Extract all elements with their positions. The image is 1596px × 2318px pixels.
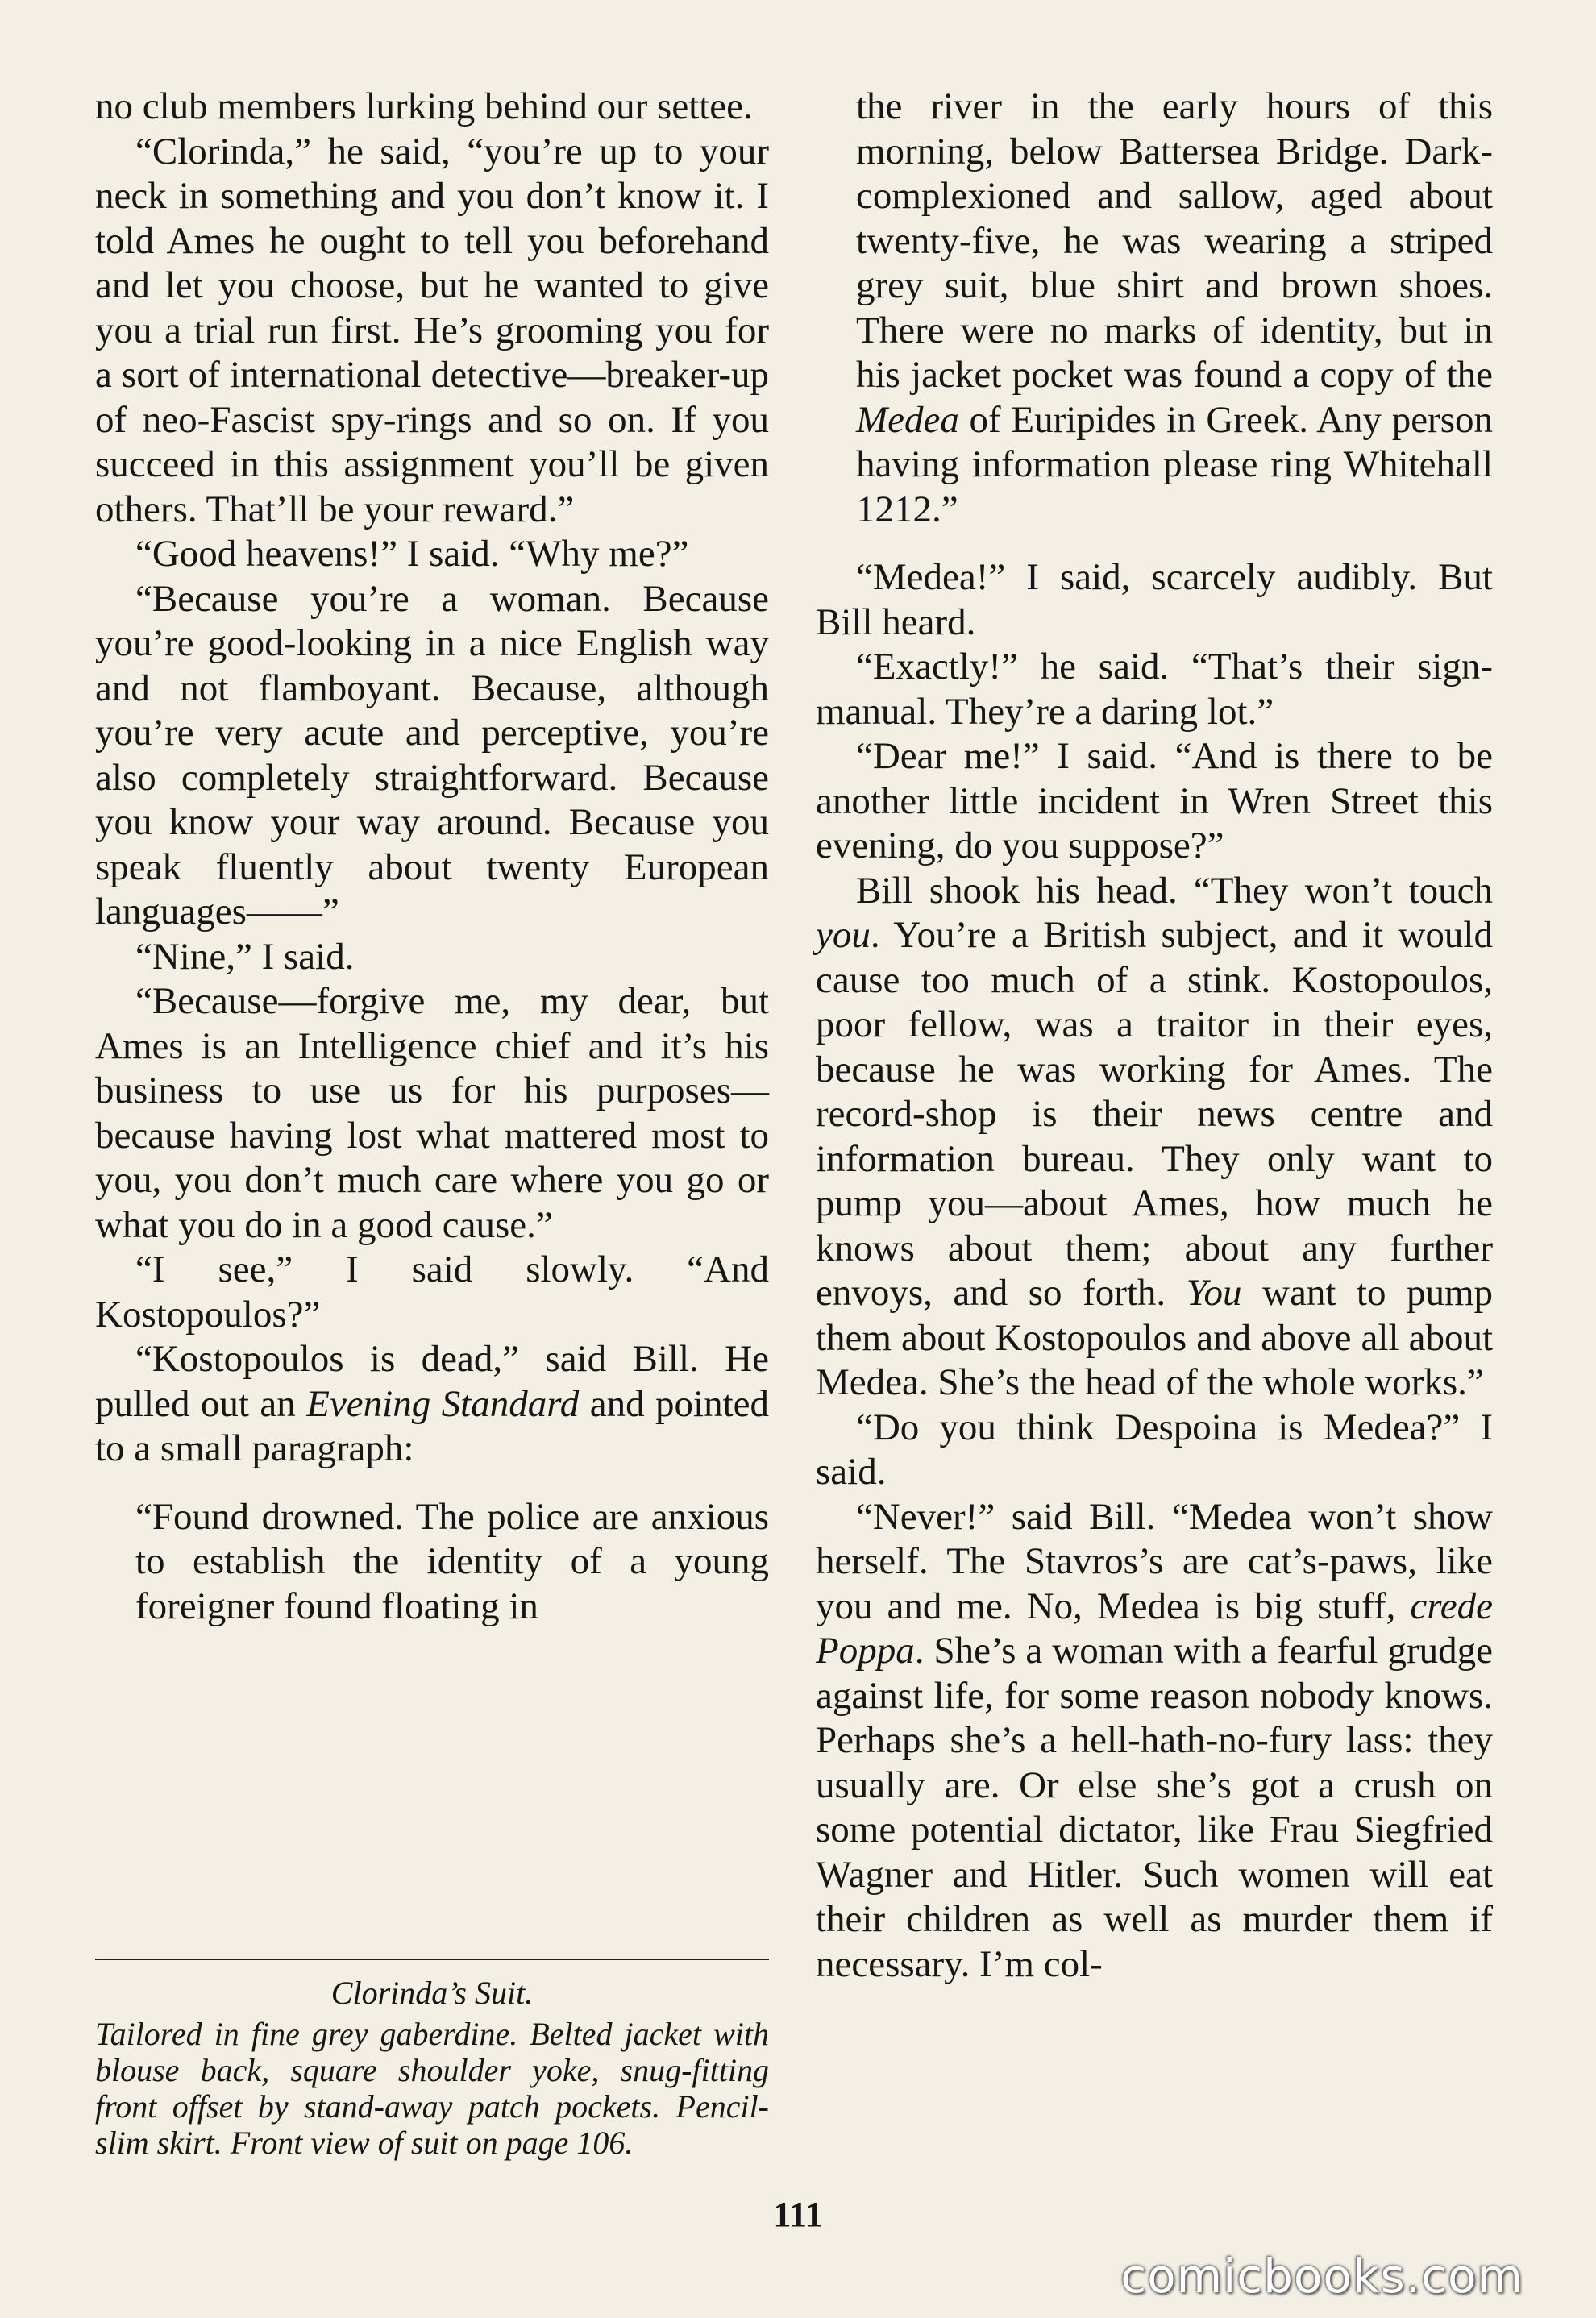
caption-body: Tailored in fine grey gaberdine. Belted jacket with blouse back, square shoulder yoke, snug-fitting front offset by stand-away patch pockets. Pencil-slim skirt. Front view of suit on page 106. — [95, 2016, 769, 2161]
paragraph: “Medea!” I said, scarcely audibly. But Bill heard. — [816, 556, 1493, 643]
text-run: Bill shook his head. “They won’t touch — [856, 869, 1493, 912]
paragraph — [816, 1495, 1493, 1988]
italic-title: Medea — [856, 398, 959, 441]
italic-title: Evening Standard — [306, 1382, 580, 1425]
italic-word: you — [816, 914, 871, 956]
text-run: the river in the early hours of this morning, below Battersea Bridge. Dark-complexioned and sallow, aged about twenty-five, he was wearing a striped grey suit, blue shirt and brown shoes. There were no marks of identity, but in his jacket pocket was found a copy of the — [856, 85, 1493, 396]
paragraph: “Good heavens!” I said. “Why me?” — [135, 533, 689, 575]
italic-word: You — [1186, 1272, 1242, 1314]
paragraph: “Because—forgive me, my dear, but Ames is an Intelligence chief and it’s his business to use us for his purposes—because having lost what mattered most to you, you don’t much care where you go or what you do in a good cause.” — [95, 980, 769, 1246]
paragraph — [95, 1337, 769, 1472]
newspaper-quote-continued — [856, 85, 1493, 532]
illustration-caption — [95, 1975, 769, 2161]
text-run: of Euripides in Greek. Any person having information please ring Whitehall 1212.” — [856, 398, 1493, 530]
text-run: and pointed to a small paragraph: — [95, 1382, 770, 1469]
caption-title: Clorinda’s Suit. — [330, 1975, 534, 2011]
paragraph: “Exactly!” he said. “That’s their sign-manual. They’re a daring lot.” — [816, 646, 1493, 733]
paragraph — [816, 869, 1493, 1406]
paragraph: “Clorinda,” he said, “you’re up to your neck in something and you don’t know it. I told Ames he ought to tell you beforehand and let you choose, but he wanted to give you a trial run first. He’s grooming you for a sort of international detective—breaker-up of neo-Fascist spy-rings and so on. If you succeed in this assignment you’ll be given others. That’ll be your reward.” — [95, 130, 769, 530]
paragraph: “Do you think Despoina is Medea?” I said. — [816, 1406, 1493, 1493]
paragraph: “Dear me!” I said. “And is there to be another little incident in Wren Street this evening, do you suppose?” — [816, 735, 1493, 866]
watermark-logo: comicbooks.com — [1120, 2249, 1523, 2303]
text-run: want to pump them about Kostopoulos and above all about Medea. She’s the head of the whole works.” — [816, 1272, 1493, 1403]
right-column — [816, 85, 1493, 1987]
paragraph: no club members lurking behind our settee. — [95, 85, 753, 127]
paragraph: “Nine,” I said. — [135, 935, 355, 978]
italic-phrase: crede Poppa — [816, 1585, 1493, 1672]
caption-divider — [95, 1959, 769, 1960]
paragraph: “I see,” I said slowly. “And Kostopoulos?” — [95, 1248, 769, 1336]
text-run: “Never!” said Bill. “Medea won’t show herself. The Stavros’s are cat’s-paws, like you and me. No, Medea is big stuff, — [816, 1495, 1493, 1627]
text-run: . She’s a woman with a fearful grudge against life, for some reason nobody knows. Perhaps she’s a hell-hath-no-fury lass: they usually are. Or else she’s got a crush on some potential dictator, like Frau Siegfried Wagner and Hitler. Such women will eat their children as well as murder them if necessary. I’m col- — [816, 1630, 1493, 1985]
text-run: “Kostopoulos is dead,” said Bill. He pulled out an — [95, 1338, 769, 1425]
text-run: . You’re a British subject, and it would cause too much of a stink. Kostopoulos, poor fellow, was a traitor in their eyes, because he was working for Ames. The record-shop is their news centre and information bureau. They only want to pump you—about Ames, how much he knows about them; about any further envoys, and so forth. — [816, 914, 1493, 1314]
paragraph: “Because you’re a woman. Because you’re good-looking in a nice English way and not flamboyant. Because, although you’re very acute and perceptive, you’re also completely straightforward. Because you know your way around. Because you speak fluently about twenty European languages——” — [95, 577, 769, 933]
left-column — [95, 85, 769, 1629]
newspaper-quote: “Found drowned. The police are anxious to establish the identity of a young foreigner found floating in — [135, 1495, 769, 1627]
page-number: 111 — [773, 2195, 823, 2234]
